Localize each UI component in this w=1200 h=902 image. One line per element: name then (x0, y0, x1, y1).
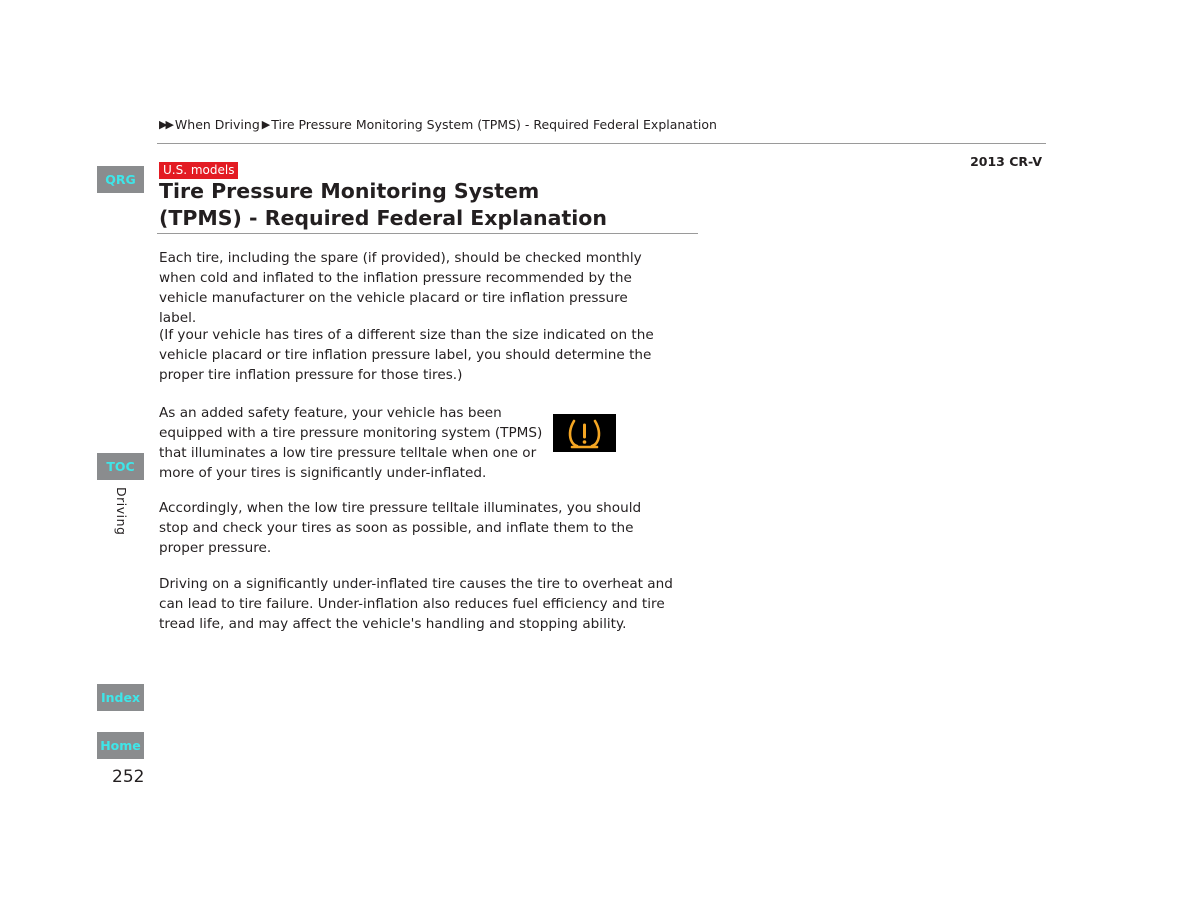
breadcrumb-arrows-icon: ▶▶ (159, 118, 172, 131)
page-title-line2: (TPMS) - Required Federal Explanation (159, 206, 607, 230)
model-label: 2013 CR-V (970, 154, 1042, 169)
header-divider (157, 143, 1046, 144)
home-button[interactable]: Home (97, 732, 144, 759)
index-button[interactable]: Index (97, 684, 144, 711)
low-tire-pressure-icon (553, 414, 616, 452)
page-number: 252 (112, 767, 145, 787)
section-tab-label: Driving (114, 487, 129, 536)
breadcrumb-section[interactable]: When Driving (174, 117, 260, 132)
paragraph-telltale-action: Accordingly, when the low tire pressure telltale illuminates, you should stop and check your tires as soon as possible, and inflate them to the proper pressure. (159, 500, 642, 556)
paragraph-underinflation-risk: Driving on a significantly under-inflated tire causes the tire to overheat and can lead to tire failure. Under-inflation also reduces fuel efficiency and tire tread life, and may affect the vehicle's handling and stopping ability. (159, 576, 673, 632)
page-title-line1: Tire Pressure Monitoring System (159, 179, 540, 203)
page-title (159, 178, 699, 232)
paragraph-different-size: (If your vehicle has tires of a different size than the size indicated on the vehicle placard or tire inflation pressure label, you should determine the proper tire inflation pressure for those tires.) (159, 327, 654, 383)
title-divider (157, 233, 698, 234)
region-badge: U.S. models (159, 162, 238, 179)
qrg-button[interactable]: QRG (97, 166, 144, 193)
breadcrumb (159, 117, 717, 132)
breadcrumb-separator-icon: ▶ (261, 118, 271, 131)
toc-button[interactable]: TOC (97, 453, 144, 480)
breadcrumb-topic: Tire Pressure Monitoring System (TPMS) - Required Federal Explanation (271, 117, 717, 132)
paragraph-tpms-feature: As an added safety feature, your vehicle has been equipped with a tire pressure monitoring system (TPMS) that illuminates a low tire pressure telltale when one or more of your tires is significantly under-inflated. (159, 405, 543, 481)
paragraph-monthly-check: Each tire, including the spare (if provided), should be checked monthly when cold and inflated to the inflation pressure recommended by the vehicle manufacturer on the vehicle placard or tire inflation pressure label. (159, 250, 642, 326)
